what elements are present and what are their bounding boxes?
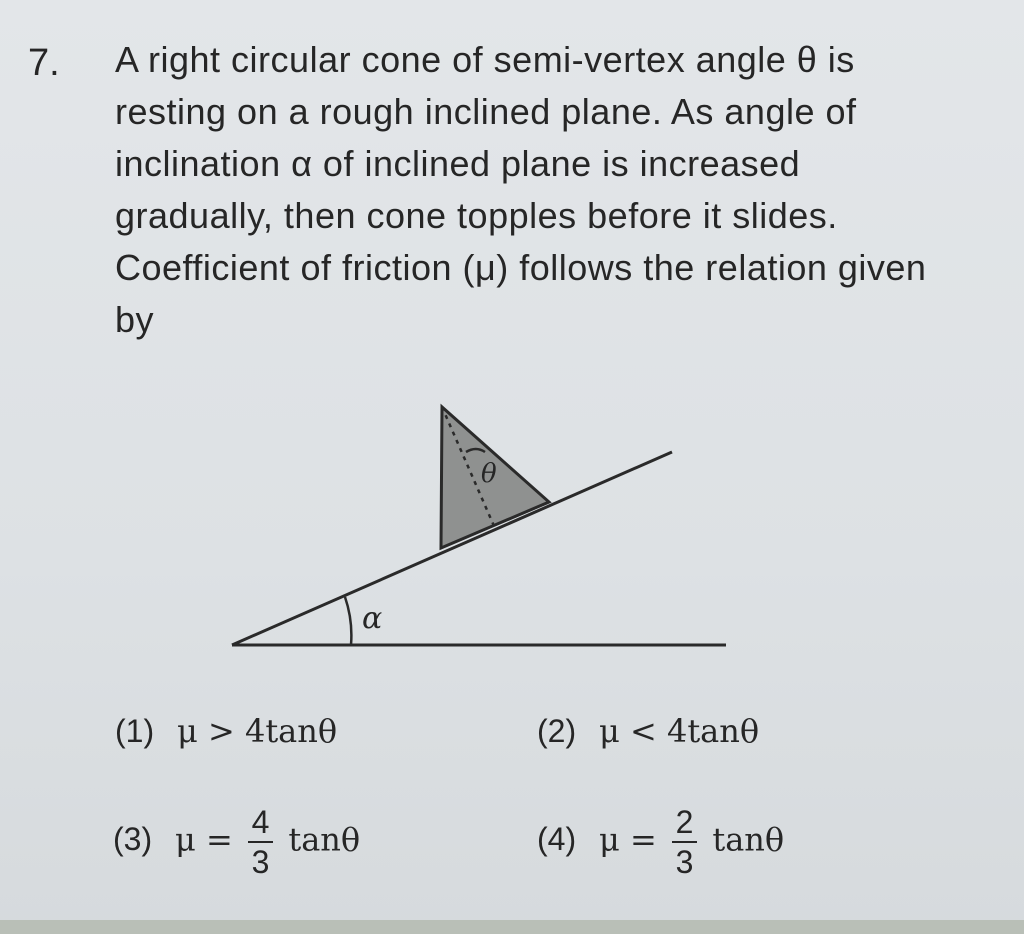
question-line: gradually, then cone topples before it slides. xyxy=(115,195,838,236)
alpha-arc xyxy=(345,597,351,645)
option-1[interactable] xyxy=(115,712,337,750)
question-line: Coefficient of friction (μ) follows the relation given xyxy=(115,247,927,288)
theta-label: θ xyxy=(481,459,497,489)
fraction-denominator: 3 xyxy=(675,844,694,880)
option-2[interactable] xyxy=(537,712,759,750)
fraction xyxy=(672,806,698,878)
option-rhs: tanθ xyxy=(288,820,361,859)
question-number: 7. xyxy=(28,42,60,84)
option-number: (1) xyxy=(115,713,155,749)
option-expression: μ < 4tanθ xyxy=(599,712,760,750)
option-3[interactable] xyxy=(113,806,360,878)
option-number: (3) xyxy=(113,821,153,858)
option-4[interactable] xyxy=(537,806,784,878)
fraction-numerator: 4 xyxy=(248,806,274,843)
option-lhs: μ = xyxy=(599,820,657,859)
question-line: A right circular cone of semi-vertex angle θ is xyxy=(115,39,855,80)
option-expression: μ > 4tanθ xyxy=(177,712,338,750)
page-bottom-edge xyxy=(0,920,1024,934)
option-rhs: tanθ xyxy=(712,820,785,859)
option-number: (4) xyxy=(537,821,577,858)
question-line: by xyxy=(115,299,155,340)
question-line: resting on a rough inclined plane. As angle of xyxy=(115,91,857,132)
fraction-denominator: 3 xyxy=(251,844,270,880)
question-line: inclination α of inclined plane is increased xyxy=(115,143,801,184)
alpha-label: α xyxy=(362,601,383,636)
fraction xyxy=(248,806,274,878)
option-number: (2) xyxy=(537,713,577,749)
fraction-numerator: 2 xyxy=(672,806,698,843)
option-lhs: μ = xyxy=(175,820,233,859)
